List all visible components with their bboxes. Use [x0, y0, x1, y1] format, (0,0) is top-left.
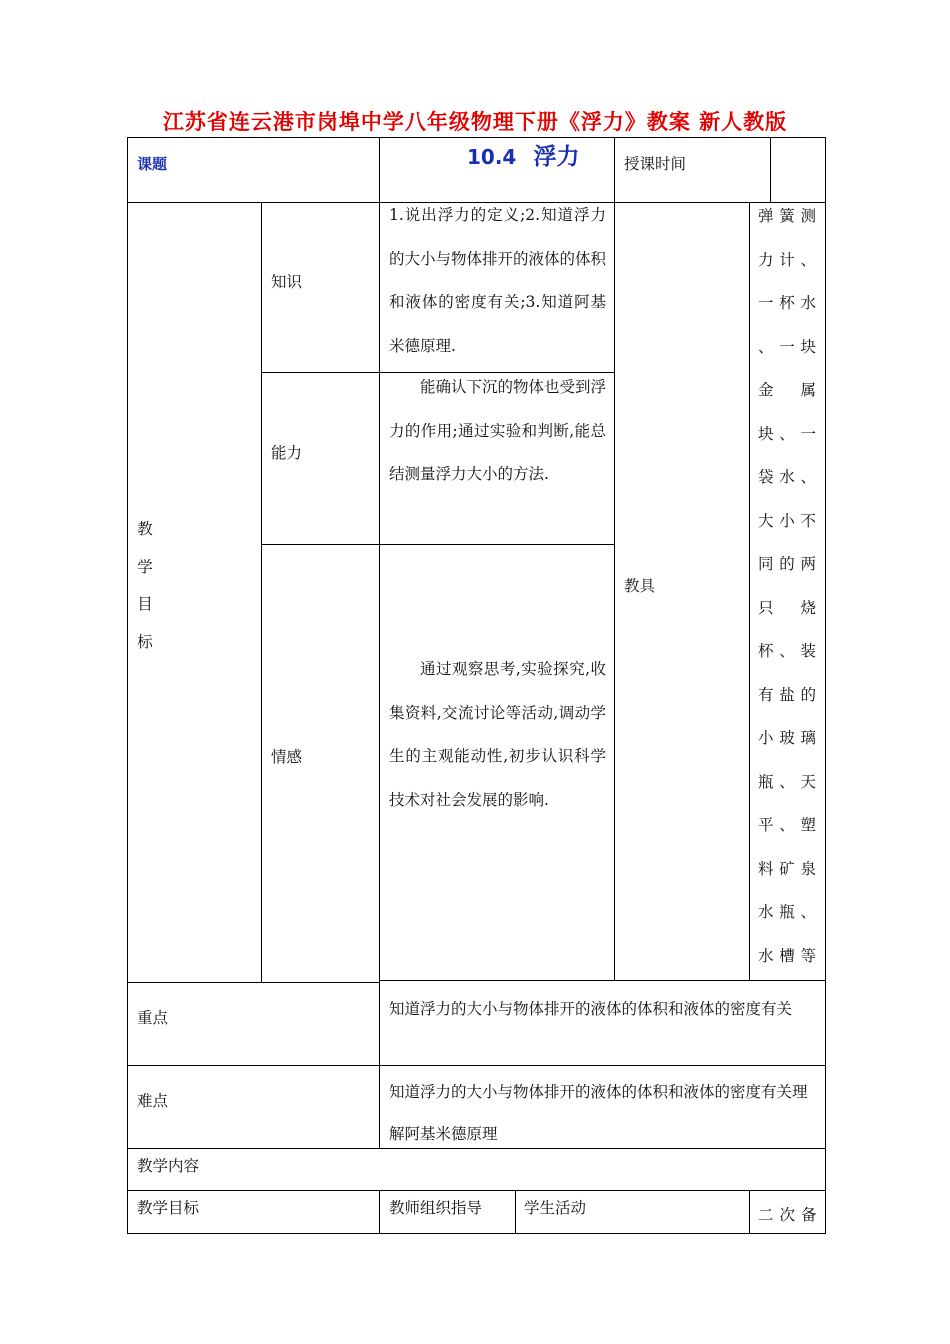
tools-line: 杯 、 装 — [758, 642, 816, 660]
emotion-label: 情感 — [271, 748, 303, 766]
tools-line: 块 、 一 — [758, 424, 816, 443]
keypoint-label: 重点 — [137, 1009, 169, 1027]
topic-value — [467, 138, 579, 171]
document-title: 江苏省连云港市岗埠中学八年级物理下册《浮力》教案 新人教版 — [162, 110, 788, 134]
emotion-text: 通过观察思考,实验探究,收集资料,交流讨论等活动,调动学生的主观能动性,初步认识科学技术对社会发展的影响. — [389, 660, 606, 809]
topic-label: 课题 — [137, 155, 168, 173]
tools-line: 弹 簧 测 — [758, 207, 816, 225]
keypoint-text: 知道浮力的大小与物体排开的液体的体积和液体的密度有关 — [389, 1000, 793, 1018]
time-label: 授课时间 — [624, 155, 687, 173]
tools-line: 瓶 、 天 — [758, 772, 816, 791]
knowledge-label: 知识 — [271, 273, 303, 291]
teacher-guidance-header: 教师组织指导 — [389, 1199, 483, 1217]
tools-label: 教具 — [624, 577, 656, 595]
tools-line: 、 一 块 — [758, 337, 816, 356]
tools-line: 大 小 不 — [758, 511, 816, 530]
objectives-label: 教 学 目 标 — [137, 520, 153, 651]
tools-list — [758, 195, 816, 978]
tools-line: 小 玻 璃 — [758, 729, 816, 747]
tools-line: 水 槽 等 — [758, 946, 816, 965]
topic-name: 浮力 — [533, 144, 580, 170]
tools-line: 袋 水 、 — [758, 468, 816, 486]
difficulty-text: 知道浮力的大小与物体排开的液体的体积和液体的密度有关理解阿基米德原理 — [389, 1083, 808, 1143]
knowledge-text: 1.说出浮力的定义;2.知道浮力的大小与物体排开的液体的体积和液体的密度有关;3.知道阿基米德原理. — [389, 206, 607, 355]
ability-label: 能力 — [271, 444, 303, 462]
tools-line: 金 属 — [758, 381, 816, 399]
tools-line: 同 的 两 — [758, 555, 816, 573]
tools-line: 力 计 、 — [758, 250, 816, 269]
tools-line: 平 、 塑 — [758, 816, 816, 834]
bottom-objectives-header: 教学目标 — [137, 1199, 200, 1217]
ability-text: 能确认下沉的物体也受到浮力的作用;通过实验和判断,能总结测量浮力大小的方法. — [389, 378, 607, 483]
content-label: 教学内容 — [137, 1157, 200, 1175]
student-activity-header: 学生活动 — [524, 1199, 587, 1217]
tools-line: 有 盐 的 — [758, 685, 816, 704]
difficulty-label: 难点 — [137, 1092, 169, 1110]
topic-number: 10.4 — [467, 145, 517, 169]
tools-line: 一 杯 水 — [758, 294, 816, 312]
second-prep-header: 二次备 — [758, 1206, 823, 1224]
tools-line: 水 瓶 、 — [758, 903, 816, 921]
tools-line: 只 烧 — [758, 598, 816, 617]
tools-line: 料 矿 泉 — [758, 859, 816, 878]
